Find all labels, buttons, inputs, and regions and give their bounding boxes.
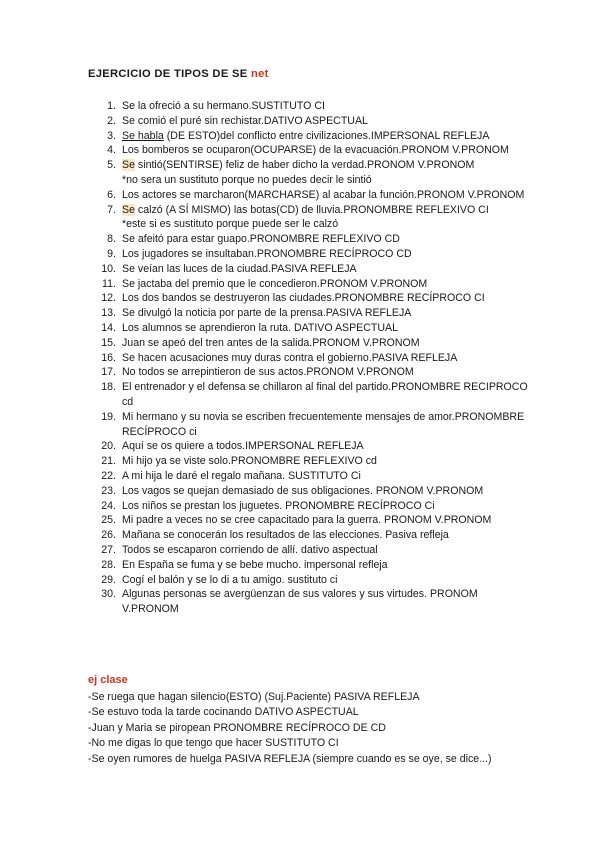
list-item-number: 19.: [101, 410, 116, 423]
list-item: [98, 203, 528, 233]
list-item-number: 22.: [101, 469, 116, 482]
title-text: EJERCICIO DE TIPOS DE SE: [88, 68, 248, 80]
list-item: [98, 306, 528, 321]
list-item-text: El entrenador y el defensa se chillaron al final del partido.PRONOMBRE RECIPROCO cd: [122, 381, 528, 408]
list-item-number: 21.: [101, 455, 116, 468]
list-item: [98, 99, 528, 114]
list-item-text: Los vagos se quejan demasiado de sus obligaciones. PRONOM V.PRONOM: [122, 484, 484, 497]
list-item-number: 29.: [101, 573, 116, 586]
list-item-text: Los dos bandos se destruyeron las ciudades.PRONOMBRE RECÍPROCO CI: [122, 292, 485, 305]
list-item-number: 26.: [101, 529, 116, 542]
list-item: [98, 129, 528, 144]
list-item-text: Mi hijo ya se viste solo.PRONOMBRE REFLEXIVO cd: [122, 455, 377, 468]
list-item-number: 1.: [107, 100, 116, 112]
list-item-text: Los niños se prestan los juguetes. PRONOMBRE RECÍPROCO Ci: [122, 499, 435, 512]
list-item: [98, 528, 528, 543]
list-item: [98, 484, 528, 499]
list-item-number: 5.: [107, 159, 116, 172]
list-item-number: 11.: [102, 277, 116, 290]
list-item-text: En España se fuma y se bebe mucho. impersonal refleja: [122, 558, 388, 571]
list-item-number: 8.: [107, 233, 116, 246]
list-item: [98, 439, 528, 454]
list-item-text: calzó (A SÍ MISMO) las botas(CD) de lluvia.PRONOMBRE REFLEXIVO CI: [134, 203, 489, 216]
class-example-line: -No me digas lo que tengo que hacer SUSTITUTO CI: [88, 737, 339, 750]
list-item: [98, 469, 528, 484]
list-item-text: Algunas personas se avergüenzan de sus valores y sus virtudes. PRONOM V.PRONOM: [122, 588, 478, 616]
list-item-text: Mi padre a veces no se cree capacitado para la guerra. PRONOM V.PRONOM: [122, 514, 492, 527]
highlighted-word: Se: [122, 159, 135, 172]
list-item: [98, 573, 528, 588]
list-item: [98, 499, 528, 514]
list-item-number: 28.: [101, 558, 116, 571]
list-item: [98, 291, 528, 306]
list-item-number: 12.: [101, 292, 116, 305]
list-item-number: 23.: [101, 484, 116, 497]
list-item: [98, 158, 528, 188]
list-item-text: Aquí se os quiere a todos.IMPERSONAL REFLEJA: [122, 440, 364, 453]
list-item: [98, 587, 528, 617]
list-item: [98, 351, 528, 366]
list-item-text: Los alumnos se aprendieron la ruta. DATIVO ASPECTUAL: [122, 321, 398, 334]
list-item-number: 9.: [107, 247, 116, 260]
list-item-number: 14.: [101, 321, 116, 334]
list-item: [98, 262, 528, 277]
list-item-note: *este si es sustituto porque puede ser le calzó: [122, 218, 339, 231]
page-title: [88, 68, 269, 80]
list-item-number: 6.: [107, 188, 116, 201]
class-example-line: -Se estuvo toda la tarde cocinando DATIVO ASPECTUAL: [88, 706, 359, 719]
list-item: [98, 513, 528, 528]
highlighted-word: Se: [122, 203, 135, 216]
list-item-number: 10.: [101, 262, 116, 275]
list-item: [98, 247, 528, 262]
class-examples: [88, 690, 528, 767]
title-net-word: net: [250, 68, 269, 80]
list-item: [98, 143, 528, 158]
list-item-number: 16.: [101, 351, 116, 364]
list-item-number: 25.: [101, 514, 116, 527]
list-item-text: Los actores se marcharon(MARCHARSE) al acabar la función.PRONOM V.PRONOM: [122, 188, 525, 201]
list-item-text: Los jugadores se insultaban.PRONOMBRE RECÍPROCO CD: [122, 247, 412, 260]
list-item-number: 7.: [107, 203, 116, 216]
list-item: [98, 188, 528, 203]
section-title-ej-clase: ej clase: [88, 674, 128, 686]
exercise-list: [98, 99, 528, 617]
list-item: [98, 365, 528, 380]
list-item-note: *no sera un sustituto porque no puedes decir le sintió: [122, 173, 372, 186]
list-item: [98, 558, 528, 573]
list-item-text: Se la ofreció a su hermano.SUSTITUTO CI: [122, 100, 325, 112]
list-item: [98, 114, 528, 129]
list-item-text: Cogí el balón y se lo di a tu amigo. sustituto ci: [122, 573, 338, 586]
list-item-text: Se jactaba del premio que le concedieron.PRONOM V.PRONOM: [122, 277, 428, 290]
list-item-text: Todos se escaparon corriendo de allí. dativo aspectual: [122, 543, 378, 556]
list-item-number: 24.: [101, 499, 116, 512]
list-item: [98, 277, 528, 292]
list-item: [98, 410, 528, 440]
list-item-number: 3.: [107, 129, 116, 142]
list-item-text: (DE ESTO)del conflicto entre civilizaciones.IMPERSONAL REFLEJA: [163, 129, 490, 142]
class-example-line: -Juan y Maria se piropean PRONOMBRE RECÍPROCO DE CD: [88, 721, 386, 734]
list-item-text: Los bomberos se ocuparon(OCUPARSE) de la evacuación.PRONOM V.PRONOM: [122, 144, 509, 157]
underlined-phrase: Se habla: [122, 129, 164, 142]
list-item-text: Mi hermano y su novia se escriben frecuentemente mensajes de amor.PRONOMBRE RECÍPROCO ci: [122, 410, 525, 438]
list-item-text: Se comió el puré sin rechistar.DATIVO ASPECTUAL: [122, 114, 368, 127]
list-item: [98, 543, 528, 558]
list-item-number: 17.: [101, 366, 116, 379]
list-item-number: 13.: [101, 307, 116, 320]
list-item: [98, 336, 528, 351]
list-item-text: Se veían las luces de la ciudad.PASIVA REFLEJA: [122, 262, 357, 275]
list-item-text: A mi hija le daré el regalo mañana. SUSTITUTO Ci: [122, 469, 361, 482]
list-item: [98, 454, 528, 469]
list-item-number: 4.: [107, 144, 116, 157]
list-item-text: Mañana se conocerán los resultados de las elecciones. Pasiva refleja: [122, 529, 449, 542]
list-item-number: 20.: [101, 440, 116, 453]
list-item-number: 15.: [101, 336, 116, 349]
class-example-line: -Se oyen rumores de huelga PASIVA REFLEJA (siempre cuando es se oye, se dice...): [88, 752, 492, 765]
list-item-text: No todos se arrepintieron de sus actos.PRONOM V.PRONOM: [122, 366, 414, 379]
class-example-line: -Se ruega que hagan silencio(ESTO) (Suj.Paciente) PASIVA REFLEJA: [88, 691, 420, 703]
list-item-text: Se hacen acusaciones muy duras contra el gobierno.PASIVA REFLEJA: [122, 351, 458, 364]
list-item-number: 30.: [101, 588, 116, 601]
list-item-number: 18.: [101, 381, 116, 394]
list-item-text: Juan se apeó del tren antes de la salida.PRONOM V.PRONOM: [122, 336, 420, 349]
list-item-text: Se afeitó para estar guapo.PRONOMBRE REFLEXIVO CD: [122, 233, 400, 246]
list-item-number: 27.: [101, 543, 116, 556]
list-item: [98, 232, 528, 247]
list-item-text: sintió(SENTIRSE) feliz de haber dicho la verdad.PRONOM V.PRONOM: [134, 159, 475, 172]
list-item-number: 2.: [107, 114, 116, 127]
list-item-text: Se divulgó la noticia por parte de la prensa.PASIVA REFLEJA: [122, 307, 412, 320]
list-item: [98, 321, 528, 336]
list-item: [98, 380, 528, 410]
